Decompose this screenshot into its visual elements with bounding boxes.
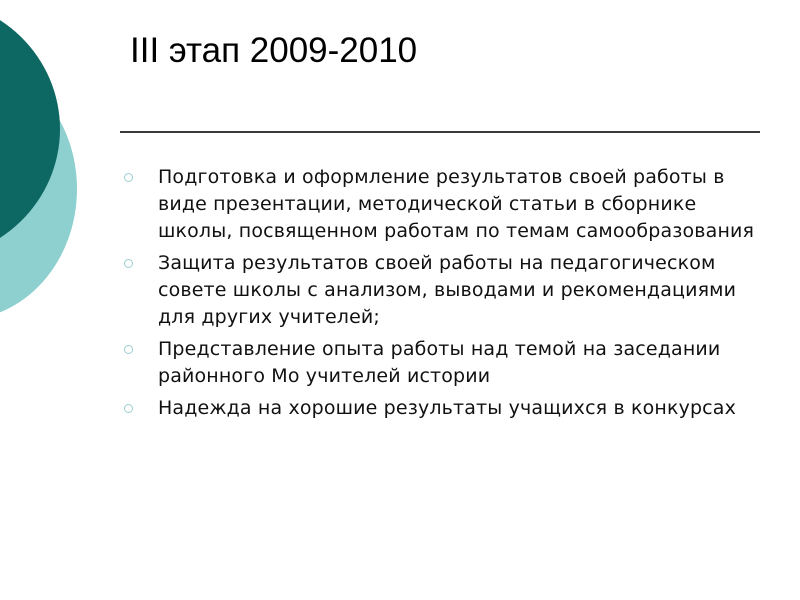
bullet-text: Защита результатов своей работы на педагогическом совете школы с анализом, выводами и рекомендациями для других учителей; xyxy=(158,252,737,328)
slide-title: III этап 2009-2010 xyxy=(130,31,418,70)
hollow-circle-bullet-icon xyxy=(124,173,133,182)
bullet-text: Надежда на хорошие результаты учащихся в конкурсах xyxy=(158,397,736,419)
bullet-text: Представление опыта работы над темой на заседании районного Мо учителей истории xyxy=(158,338,721,387)
hollow-circle-bullet-icon xyxy=(124,404,133,413)
bullet-item xyxy=(120,250,770,331)
bullet-list xyxy=(120,164,770,427)
bullet-text: Подготовка и оформление результатов своей работы в виде презентации, методической статьи в сборнике школы, посвященном работам по темам самообразования xyxy=(158,166,755,242)
hollow-circle-bullet-icon xyxy=(124,259,133,268)
bullet-item xyxy=(120,164,770,245)
title-divider xyxy=(120,131,760,133)
hollow-circle-bullet-icon xyxy=(124,345,133,354)
bullet-item xyxy=(120,336,770,390)
bullet-item xyxy=(120,395,770,422)
